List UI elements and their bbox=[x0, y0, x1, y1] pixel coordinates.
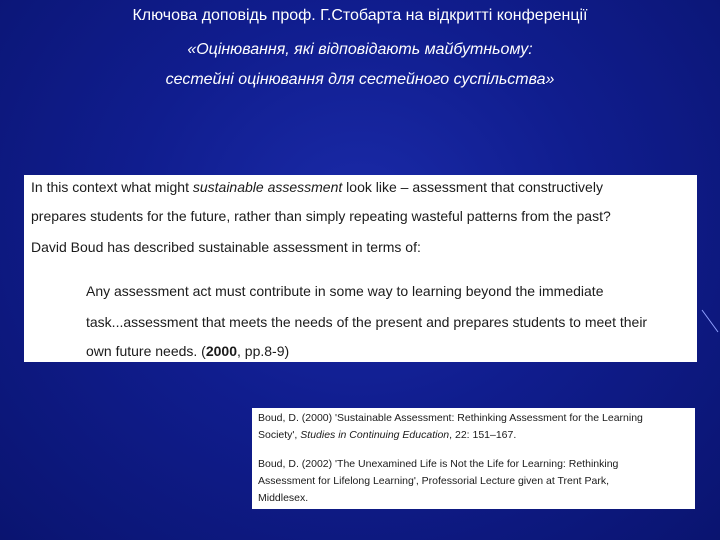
quote-line-3: David Boud has described sustainable assessment in terms of: bbox=[31, 239, 421, 255]
reference-1-line-2: Society', Studies in Continuing Education, 22: 151–167. bbox=[258, 429, 517, 441]
reference-1-line-1: Boud, D. (2000) 'Sustainable Assessment: Rethinking Assessment for the Learning bbox=[258, 412, 643, 424]
decorative-line-icon bbox=[700, 308, 720, 338]
quote-line-4: Any assessment act must contribute in some way to learning beyond the immediate bbox=[86, 283, 604, 299]
quote-line-2: prepares students for the future, rather than simply repeating wasteful patterns from the past? bbox=[31, 208, 611, 224]
quote-line-1: In this context what might sustainable assessment look like – assessment that constructively bbox=[31, 179, 603, 195]
quote-line-6: own future needs. (2000, pp.8-9) bbox=[86, 343, 290, 359]
quote-line-5: task...assessment that meets the needs of the present and prepares students to meet their bbox=[86, 314, 648, 330]
references-box bbox=[252, 408, 695, 509]
slide-title-line-3: сестейні оцінювання для сестейного суспільства» bbox=[165, 71, 555, 88]
reference-2-line-3: Middlesex. bbox=[258, 492, 309, 504]
slide-title-line-2: «Оцінювання, які відповідають майбутньому: bbox=[187, 41, 533, 58]
reference-2-line-1: Boud, D. (2002) 'The Unexamined Life is Not the Life for Learning: Rethinking bbox=[258, 458, 619, 470]
quote-box bbox=[24, 175, 697, 362]
slide-title-line-1: Ключова доповідь проф. Г.Стобарта на відкритті конференції bbox=[132, 7, 588, 24]
reference-2-line-2: Assessment for Lifelong Learning', Professorial Lecture given at Trent Park, bbox=[258, 475, 610, 487]
